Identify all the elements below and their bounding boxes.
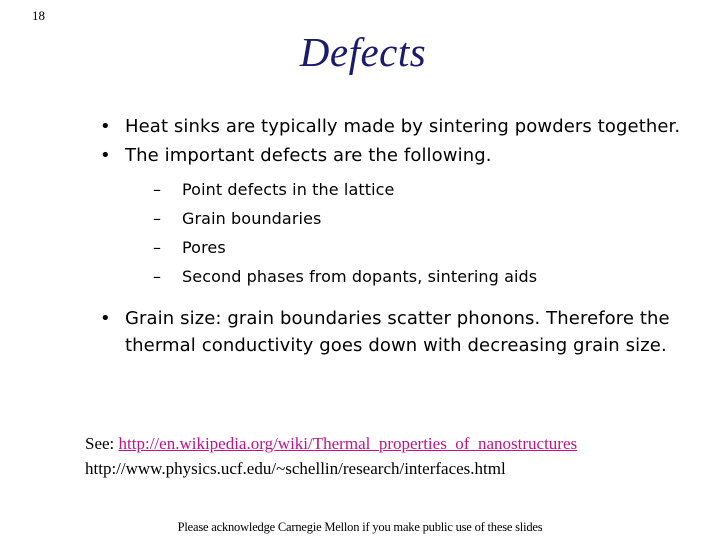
slide-number: 18 bbox=[32, 8, 45, 23]
sub-item-text: Grain boundaries bbox=[182, 209, 322, 228]
slide-title: Defects bbox=[299, 29, 427, 75]
references bbox=[85, 431, 577, 481]
dash-marker: – bbox=[153, 267, 162, 286]
sub-item bbox=[125, 204, 690, 233]
bullet-item bbox=[100, 142, 690, 291]
bullet-list bbox=[100, 113, 690, 359]
bullet-item bbox=[100, 113, 690, 140]
sub-item-text: Pores bbox=[182, 238, 226, 257]
dash-marker: – bbox=[153, 209, 162, 228]
reference-line-1 bbox=[85, 431, 577, 456]
reference-line-2: http://www.physics.ucf.edu/~schellin/research/interfaces.html bbox=[85, 459, 506, 478]
sub-item-text: Point defects in the lattice bbox=[182, 180, 395, 199]
bullet-text: Heat sinks are typically made by sintering powders together. bbox=[125, 116, 681, 137]
sub-item bbox=[125, 175, 690, 204]
bullet-text: Grain size: grain boundaries scatter phonons. Therefore the thermal conductivity goes down with decreasing grain size. bbox=[125, 308, 670, 356]
bullet-marker: • bbox=[100, 116, 111, 137]
sub-item bbox=[125, 262, 690, 291]
bullet-item bbox=[100, 305, 690, 359]
slide-content bbox=[100, 113, 690, 361]
sub-item bbox=[125, 233, 690, 262]
reference-link[interactable]: http://en.wikipedia.org/wiki/Thermal_properties_of_nanostructures bbox=[118, 434, 578, 453]
bullet-text: The important defects are the following. bbox=[125, 145, 492, 166]
sub-list bbox=[125, 175, 690, 291]
reference-prefix: See: bbox=[85, 434, 115, 453]
dash-marker: – bbox=[153, 180, 162, 199]
dash-marker: – bbox=[153, 238, 162, 257]
bullet-marker: • bbox=[100, 145, 111, 166]
sub-item-text: Second phases from dopants, sintering aids bbox=[182, 267, 538, 286]
bullet-marker: • bbox=[100, 308, 111, 329]
footer-note: Please acknowledge Carnegie Mellon if you make public use of these slides bbox=[177, 520, 543, 534]
spacer bbox=[100, 295, 690, 305]
